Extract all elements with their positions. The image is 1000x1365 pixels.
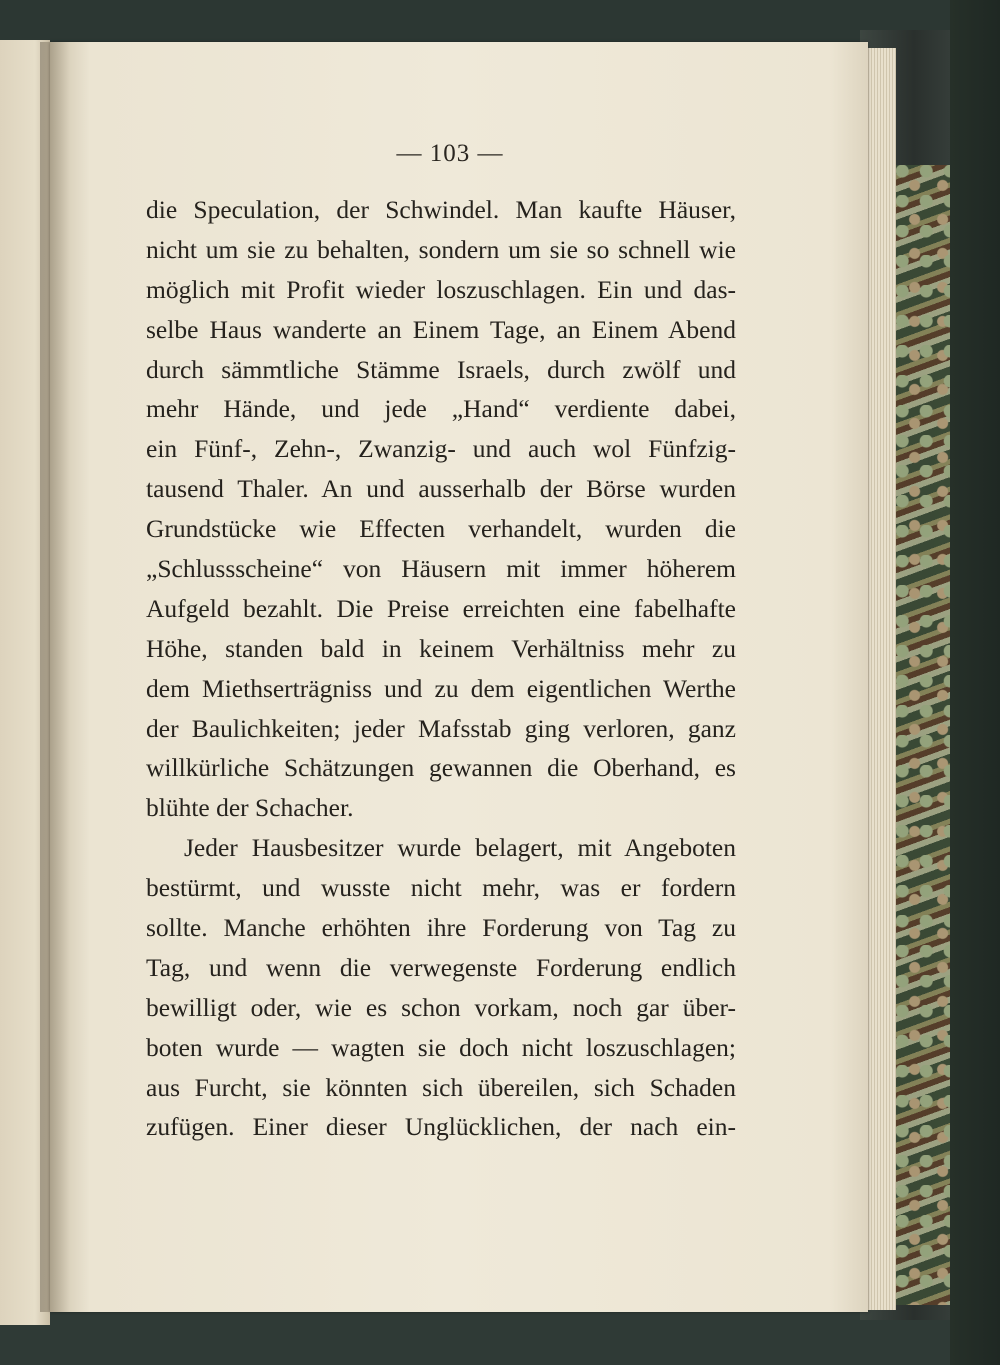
- text-line: ein Fünf-, Zehn-, Zwanzig- und auch wol Fünfzig-: [146, 434, 736, 464]
- text-line: sollte. Manche erhöhten ihre Forderung von Tag zu: [146, 913, 736, 943]
- text-line: möglich mit Profit wieder loszuschlagen. Ein und das-: [146, 274, 736, 304]
- paragraph: [146, 828, 736, 1147]
- text-line: blühte der Schacher.: [146, 793, 354, 823]
- text-line: tausend Thaler. An und ausserhalb der Börse wurden: [146, 474, 736, 504]
- text-line: Höhe, standen bald in keinem Verhältniss mehr zu: [146, 633, 736, 663]
- text-line: Aufgeld bezahlt. Die Preise erreichten eine fabelhafte: [146, 593, 736, 623]
- text-line: willkürliche Schätzungen gewannen die Oberhand, es: [146, 753, 736, 783]
- text-line: mehr Hände, und jede „Hand“ verdiente dabei,: [146, 394, 736, 424]
- page-number: — 103 —: [396, 140, 504, 167]
- text-line: bewilligt oder, wie es schon vorkam, noch gar über-: [146, 992, 736, 1022]
- text-line: boten wurde — wagten sie doch nicht loszuschlagen;: [146, 1032, 736, 1062]
- text-line: „Schlussscheine“ von Häusern mit immer höherem: [146, 554, 736, 584]
- text-line: der Baulichkeiten; jeder Mafsstab ging verloren, ganz: [146, 713, 736, 743]
- text-line: Jeder Hausbesitzer wurde belagert, mit Angeboten: [184, 833, 736, 863]
- text-line: die Speculation, der Schwindel. Man kaufte Häuser,: [146, 195, 736, 224]
- text-line: dem Miethserträgniss und zu dem eigentlichen Werthe: [146, 673, 736, 703]
- text-line: durch sämmtliche Stämme Israels, durch zwölf und: [146, 354, 736, 384]
- text-line: zufügen. Einer dieser Unglücklichen, der nach ein-: [146, 1112, 736, 1142]
- page-text: [146, 190, 736, 1147]
- text-line: bestürmt, und wusste nicht mehr, was er fordern: [146, 873, 736, 903]
- text-line: Tag, und wenn die verwegenste Forderung endlich: [146, 952, 736, 982]
- paragraph: [146, 190, 736, 828]
- text-line: aus Furcht, sie könnten sich übereilen, sich Schaden: [146, 1072, 736, 1102]
- text-line: Grundstücke wie Effecten verhandelt, wurden die: [146, 514, 736, 544]
- text-line: nicht um sie zu behalten, sondern um sie so schnell wie: [146, 234, 736, 264]
- text-line: selbe Haus wanderte an Einem Tage, an Einem Abend: [146, 314, 736, 344]
- page-edges: [866, 48, 896, 1310]
- background-right: [950, 0, 1000, 1365]
- marbled-endpaper: [895, 165, 950, 1305]
- gutter-shadow: [40, 42, 70, 1312]
